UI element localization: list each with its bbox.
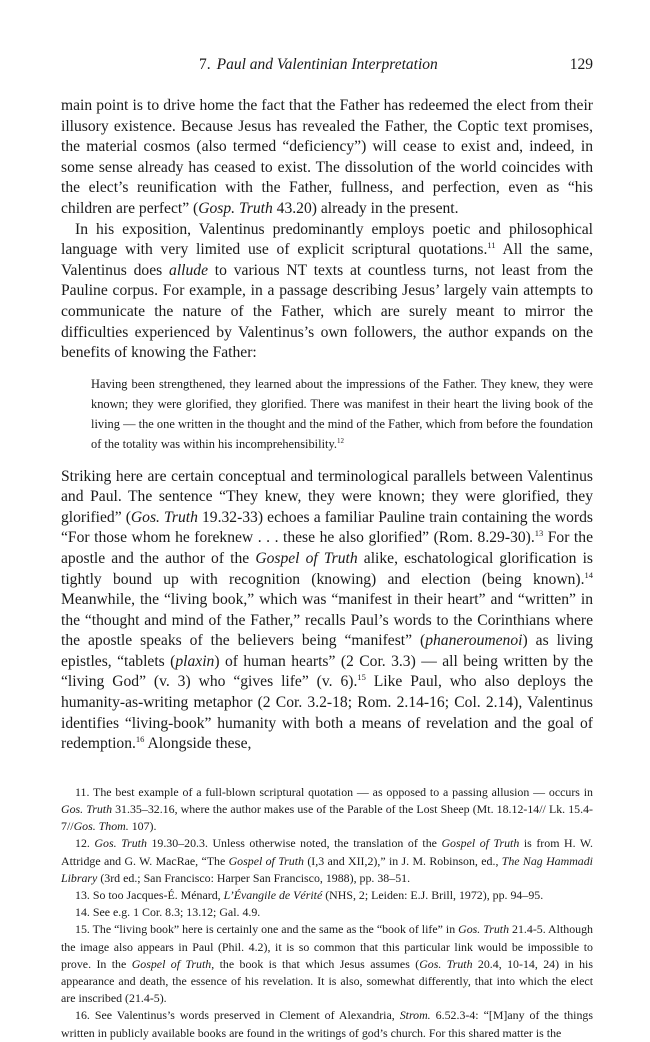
footnotes [61,784,593,1042]
running-header [61,50,593,76]
page-number: 129 [569,56,593,73]
footnote-15: 15. The “living book” here is certainly one and the same as the “book of life” in Gos. Truth 21.4-5. Although the image also appears in Paul (Phil. 4.2), it is so common that this particular link would be impossible to prove. In the Gospel of Truth, the book is that which Jesus assumes (Gos. Truth 20.4, 10-14, 24) in his appearance and death, the essence of his revelation. It is also, somewhat differently, that into which the elect are inscribed (21.4-5). [61,922,593,1006]
chapter-title [199,56,438,74]
chapter-title-text: Paul and Valentinian Interpretation [216,56,438,73]
footnote-ref-11: 11 [487,240,496,251]
block-quote: Having been strengthened, they learned about the impressions of the Father. They knew, they were known; they were glorified, they glorified. There was manifest in their heart the living book of the living — the one written in the thought and the mind of the Father, which from before the foundation of the totality was within his incomprehensibility.$^{12}$ [91,376,593,452]
paragraph-1: main point is to drive home the fact that the Father has redeemed the elect from their illusory existence. Because Jesus has revealed the Father, the Coptic text promises, the material cosmos (also termed “deficiency”) will cease to exist and, indeed, in some sense already has ceased to exist. The dissolution of the world coincides with the elect’s reunification with the Father, fullness, and perfection, even as “his children are perfect” (Gosp. Truth 43.20) already in the present. [61,97,593,217]
paragraph-3: Striking here are certain conceptual and terminological parallels between Valentinus and Paul. The sentence “They knew, they were known; they were glorified, they glorified” (Gos. Truth 19.32-33) echoes a familiar Pauline train containing the words “For those whom he foreknew . . . these he also glorified” (Rom. 8.29-30).$^{13}$ For the apostle and the author of the Gospel of Truth alike, eschatological glorification is tightly bound up with recognition (knowing) and election (being known).$^{14}$ Meanwhile, the “living book,” which was “manifest in their heart” and “written” in the “thought and mind of the Father,” recalls Paul’s words to the Corinthians where the apostle speaks of the believers being “manifest” (phaneroumenoi) as living epistles, “tablets (plaxin) of human hearts” (2 Cor. 3.3) — all being written by the “living God” (v. 3) who “gives life” (v. 6).$^{15}$ Like Paul, who also deploys the humanity-as-writing metaphor (2 Cor. 3.2-18; Rom. 2.14-16; Col. 2.14), Valentinus identifies “living-book” humanity with both a means of revelation and the goal of redemption.$^{16}$ Alongside these, [61,467,593,753]
book-page [61,50,593,1042]
chapter-number: 7. [199,56,211,73]
paragraph-2: In his exposition, Valentinus predominantly employs poetic and philosophical language with very limited use of explicit scriptural quotations.$^{11}$ All the same, Valentinus does allude to various NT texts at countless turns, not least from the Pauline corpus. For example, in a passage describing Jesus’ largely vain attempts to communicate the nature of the Father, which are surely meant to mirror the difficulties experienced by Valentinus’s own followers, the author expands on the benefits of knowing the Father: [61,220,593,362]
footnote-12: 12. Gos. Truth 19.30–20.3. Unless otherwise noted, the translation of the Gospel of Truth is from H. W. Attridge and G. W. MacRae, “The Gospel of Truth (I,3 and XII,2),” in J. M. Robinson, ed., The Nag Hammadi Library (3rd ed.; San Francisco: Harper San Francisco, 1988), pp. 38–51. [61,836,593,885]
footnote-ref-16: 16 [135,734,145,745]
footnote-16: 16. See Valentinus’s words preserved in Clement of Alexandria, Strom. 6.52.3-4: “[M]any of the things written in publicly available books are found in the writings of god’s church. For this shared matter is the [61,1008,593,1040]
footnote-11: 11. The best example of a full-blown scriptural quotation — as opposed to a passing allusion — occurs in Gos. Truth 31.35–32.16, where the author makes use of the Parable of the Lost Sheep (Mt. 18.12-14// Lk. 15.4-7//Gos. Thom. 107). [61,784,593,834]
main-text [61,96,593,755]
footnote-13: 13. So too Jacques-É. Ménard, L’Évangile de Vérité (NHS, 2; Leiden: E.J. Brill, 1972), pp. 94–95. [75,888,544,903]
footnote-14: 14. See e.g. 1 Cor. 8.3; 13.12; Gal. 4.9. [75,905,261,920]
footnote-ref-12: 12 [336,437,344,446]
footnote-ref-13: 13 [534,528,544,539]
footnote-ref-14: 14 [584,569,593,580]
footnote-ref-15: 15 [357,672,366,683]
